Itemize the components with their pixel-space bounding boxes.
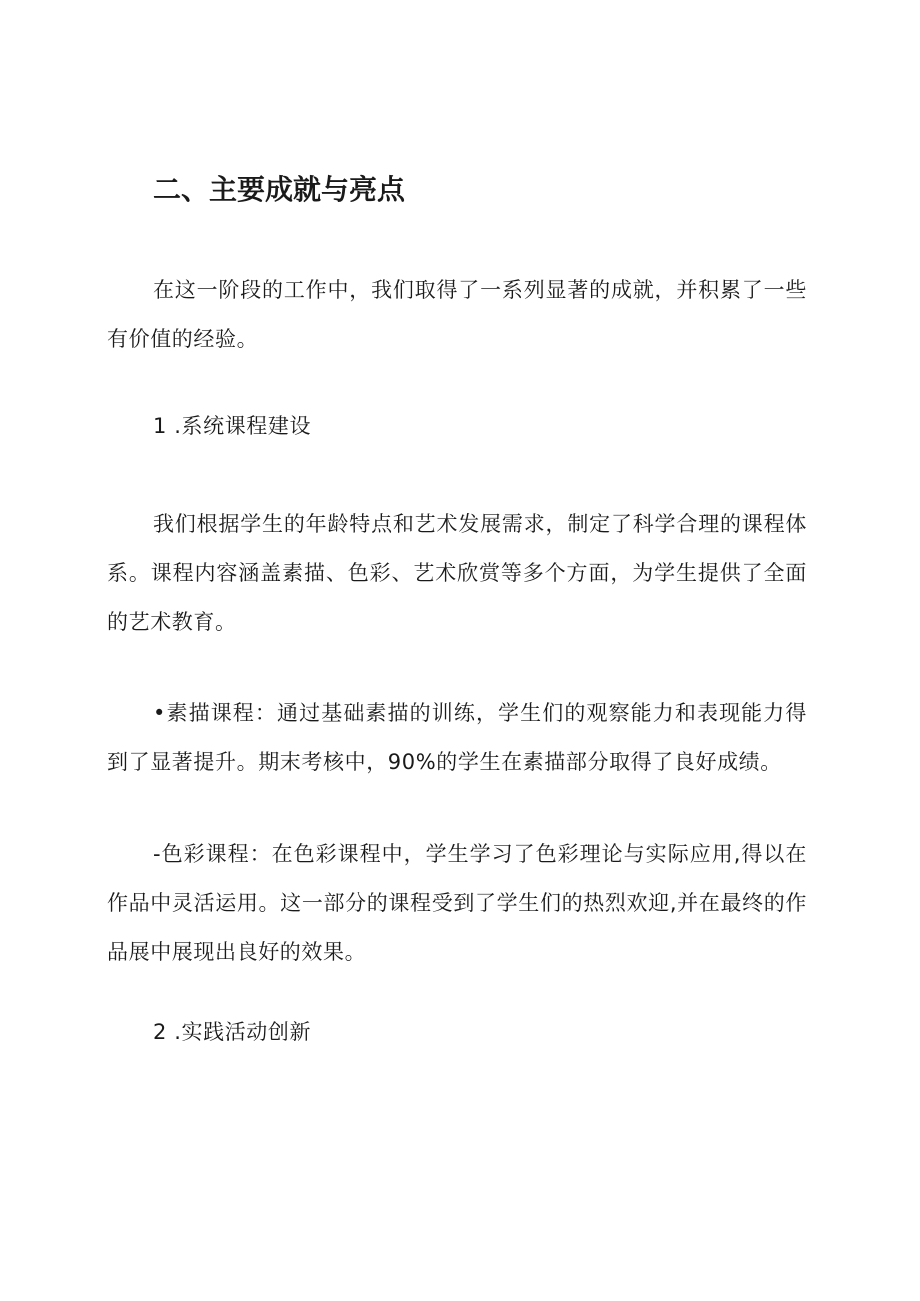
course-paragraph: 我们根据学生的年龄特点和艺术发展需求，制定了科学合理的课程体系。课程内容涵盖素描、色彩、艺术欣赏等多个方面，为学生提供了全面的艺术教育。 <box>107 512 807 634</box>
sketch-course-bullet: •素描课程：通过基础素描的训练，学生们的观察能力和表现能力得到了显著提升。期末考核中，90%的学生在素描部分取得了良好成绩。 <box>107 701 807 774</box>
subsection-title-course: 1 .系统课程建设 <box>153 414 312 438</box>
subsection-title-practice: 2 .实践活动创新 <box>153 1020 312 1044</box>
color-course-bullet: -色彩课程：在色彩课程中，学生学习了色彩理论与实际应用,得以在作品中灵活运用。这一部分的课程受到了学生们的热烈欢迎,并在最终的作品展中展现出良好的效果。 <box>107 842 807 964</box>
section-heading: 二、主要成就与亮点 <box>153 173 406 206</box>
intro-paragraph: 在这一阶段的工作中，我们取得了一系列显著的成就，并积累了一些有价值的经验。 <box>107 278 807 351</box>
